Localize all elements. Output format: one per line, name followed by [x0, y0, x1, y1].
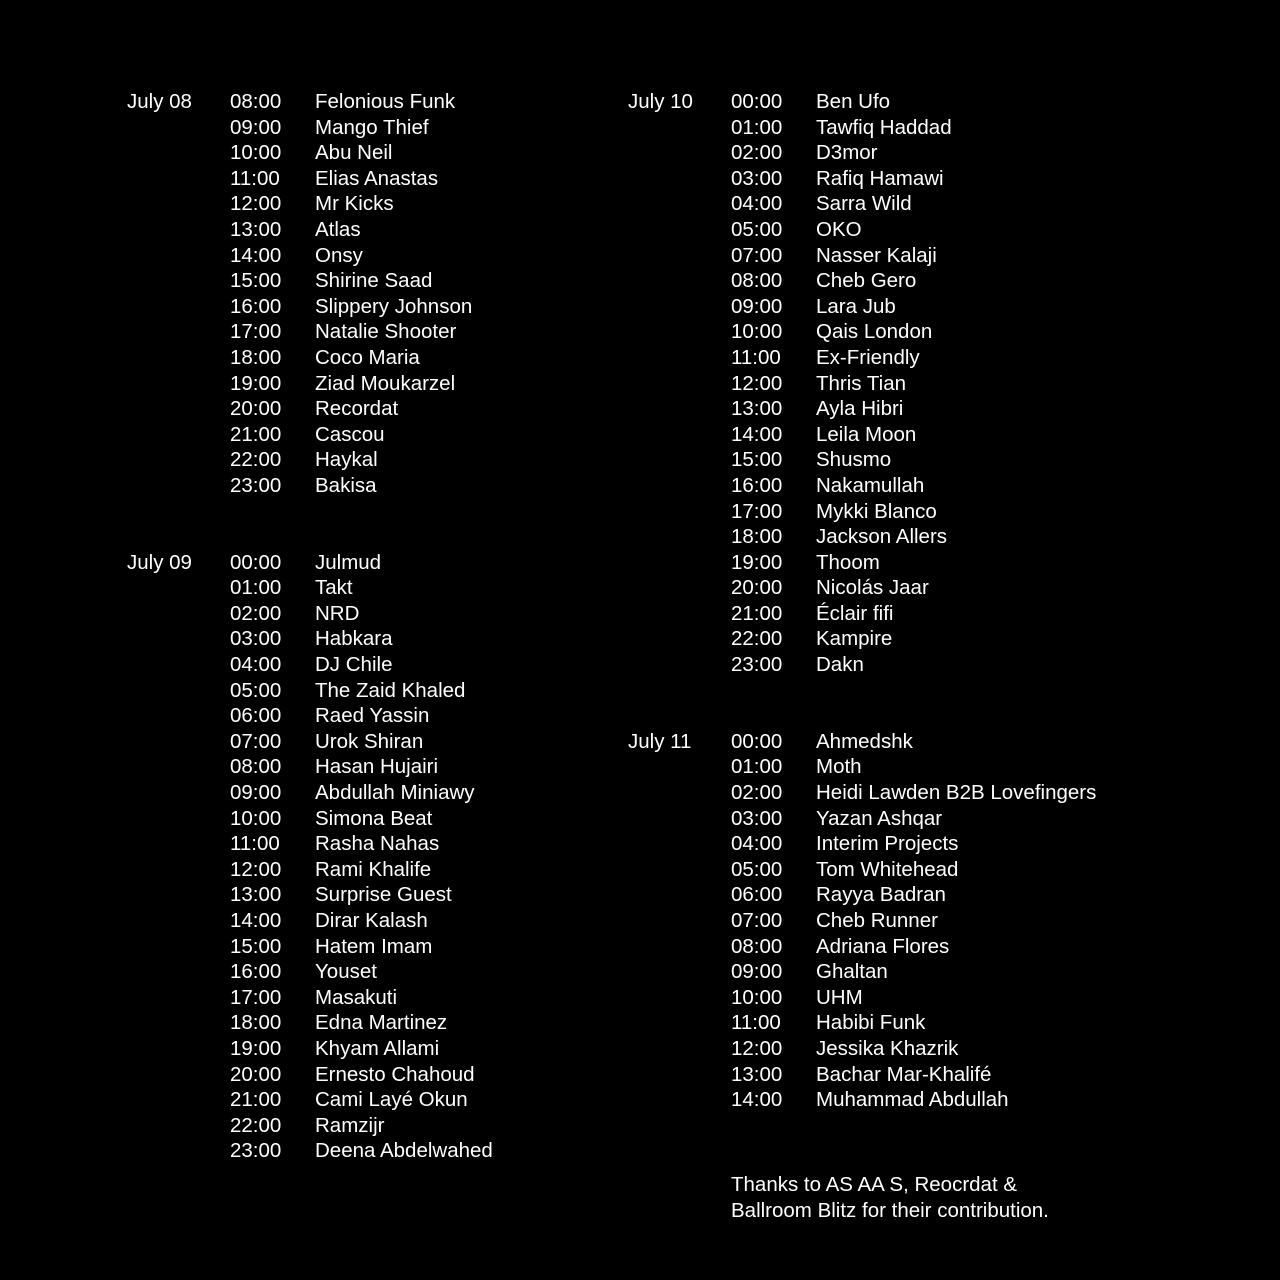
slot-time: 22:00 [230, 1113, 282, 1137]
slot-artist: Youset [315, 960, 377, 984]
slot-time: 17:00 [731, 499, 783, 523]
slot-artist: Leila Moon [816, 422, 917, 446]
schedule-row [230, 806, 493, 832]
slot-time: 05:00 [731, 857, 783, 881]
slot-artist: Atlas [315, 217, 361, 241]
slot-time: 10:00 [731, 320, 783, 344]
schedule-row [230, 857, 493, 883]
slot-time: 11:00 [731, 1011, 781, 1035]
slot-time: 14:00 [230, 243, 282, 267]
schedule-row [230, 729, 493, 755]
slot-artist: DJ Chile [315, 653, 393, 677]
schedule-row [731, 499, 1096, 525]
schedule-row [230, 140, 493, 166]
slot-artist: Shusmo [816, 448, 892, 472]
schedule-row [230, 626, 493, 652]
schedule-row [731, 166, 1096, 192]
slot-artist: Mango Thief [315, 115, 429, 139]
schedule-row [731, 908, 1096, 934]
slot-time: 05:00 [230, 678, 282, 702]
slot-time: 04:00 [731, 192, 783, 216]
schedule-row [230, 191, 493, 217]
slot-time: 09:00 [731, 294, 783, 318]
schedule-row [731, 1062, 1096, 1088]
slot-time: 09:00 [230, 781, 282, 805]
schedule-row [230, 959, 493, 985]
slot-artist: Muhammad Abdullah [816, 1088, 1009, 1112]
slot-time: 21:00 [731, 601, 783, 625]
slot-time: 18:00 [230, 1011, 282, 1035]
schedule-row [230, 882, 493, 908]
schedule-row [731, 115, 1096, 141]
schedule-row [230, 319, 493, 345]
slot-artist: Edna Martinez [315, 1011, 448, 1035]
slot-time: 14:00 [731, 1088, 783, 1112]
slot-artist: Adriana Flores [816, 934, 950, 958]
slot-time: 13:00 [731, 397, 783, 421]
slot-artist: Ahmedshk [816, 729, 913, 753]
slot-artist: Surprise Guest [315, 883, 452, 907]
schedule-row [731, 524, 1096, 550]
slot-time: 13:00 [230, 883, 282, 907]
schedule-row [230, 550, 493, 576]
slot-time: 17:00 [230, 985, 282, 1009]
slot-time: 17:00 [230, 320, 282, 344]
slot-artist: D3mor [816, 141, 878, 165]
slot-artist: Natalie Shooter [315, 320, 457, 344]
schedule-row [731, 268, 1096, 294]
schedule-row [731, 985, 1096, 1011]
slot-artist: Hasan Hujairi [315, 755, 439, 779]
slot-time: 20:00 [230, 1062, 282, 1086]
slot-time: 14:00 [230, 909, 282, 932]
slot-time: 18:00 [731, 525, 783, 549]
thanks-line: Ballroom Blitz for their contribution. [731, 1198, 1049, 1222]
schedule-row [230, 1113, 493, 1139]
slot-time: 22:00 [230, 448, 282, 472]
slot-time: 10:00 [230, 806, 282, 830]
schedule-row [731, 729, 1096, 755]
slot-artist: Dirar Kalash [315, 909, 428, 932]
slot-artist: Mykki Blanco [816, 499, 937, 523]
schedule-row [731, 550, 1096, 576]
schedule-row [230, 652, 493, 678]
slot-time: 21:00 [230, 422, 282, 446]
slot-time: 06:00 [731, 883, 783, 907]
slot-artist: Slippery Johnson [315, 294, 473, 318]
thanks-note [731, 1172, 1049, 1223]
slot-time: 03:00 [731, 166, 783, 190]
schedule-row [230, 831, 493, 857]
schedule-row [230, 422, 493, 448]
slot-artist: Takt [315, 576, 353, 600]
slot-time: 01:00 [230, 576, 282, 600]
slot-time: 08:00 [230, 90, 282, 113]
slot-artist: Masakuti [315, 985, 398, 1009]
slot-time: 08:00 [731, 269, 783, 293]
schedule-row [731, 345, 1096, 371]
slot-time: 22:00 [731, 627, 783, 651]
slot-time: 05:00 [731, 217, 783, 241]
slot-artist: Ramzijr [315, 1113, 385, 1137]
slot-time: 00:00 [731, 729, 783, 753]
slot-artist: Julmud [315, 550, 382, 574]
slot-time: 13:00 [230, 217, 282, 241]
slot-artist: Moth [816, 755, 862, 779]
slot-artist: Bachar Mar-Khalifé [816, 1062, 992, 1086]
slot-artist: Rami Khalife [315, 857, 432, 881]
schedule-row [731, 396, 1096, 422]
slot-artist: Thoom [816, 550, 880, 574]
slot-time: 09:00 [731, 960, 783, 984]
slot-time: 00:00 [731, 90, 783, 113]
schedule-row [230, 703, 493, 729]
slot-time: 23:00 [731, 653, 783, 677]
schedule-row [731, 294, 1096, 320]
schedule-row [731, 422, 1096, 448]
slot-time: 07:00 [731, 243, 783, 267]
slot-list [230, 550, 493, 1164]
schedule-row [731, 601, 1096, 627]
slot-artist: Jackson Allers [816, 525, 948, 549]
schedule-row [731, 754, 1096, 780]
slot-time: 10:00 [230, 141, 282, 165]
schedule-row [731, 371, 1096, 397]
slot-artist: Ernesto Chahoud [315, 1062, 475, 1086]
schedule-row [731, 1036, 1096, 1062]
slot-artist: Bakisa [315, 473, 377, 497]
schedule-row [230, 89, 493, 115]
slot-artist: Raed Yassin [315, 704, 430, 728]
slot-time: 00:00 [230, 550, 282, 574]
slot-artist: Abu Neil [315, 141, 393, 165]
schedule-row [230, 217, 493, 243]
slot-artist: Haykal [315, 448, 378, 472]
slot-artist: Hatem Imam [315, 934, 433, 958]
slot-artist: Habkara [315, 627, 393, 651]
slot-artist: Ziad Moukarzel [315, 371, 456, 395]
day-block [628, 729, 1096, 1113]
schedule-row [230, 268, 493, 294]
day-block [127, 89, 493, 499]
slot-time: 18:00 [230, 345, 282, 369]
schedule-row [230, 985, 493, 1011]
slot-artist: Habibi Funk [816, 1011, 926, 1035]
slot-artist: Heidi Lawden B2B Lovefingers [816, 781, 1097, 805]
slot-time: 07:00 [731, 909, 783, 932]
schedule-row [731, 626, 1096, 652]
slot-artist: Kampire [816, 627, 893, 651]
slot-list [731, 729, 1096, 1113]
slot-time: 23:00 [230, 1139, 282, 1163]
slot-artist: Cami Layé Okun [315, 1088, 468, 1112]
thanks-line: Thanks to AS AA S, Reocrdat & [731, 1173, 1018, 1196]
slot-time: 07:00 [230, 729, 282, 753]
slot-time: 12:00 [230, 857, 282, 881]
schedule-row [731, 89, 1096, 115]
schedule-row [230, 243, 493, 269]
slot-artist: Nicolás Jaar [816, 576, 929, 600]
slot-artist: Mr Kicks [315, 192, 394, 216]
slot-artist: Ghaltan [816, 960, 888, 984]
slot-artist: Dakn [816, 653, 864, 677]
day-label: July 10 [628, 90, 693, 113]
slot-time: 20:00 [230, 397, 282, 421]
slot-artist: Cascou [315, 422, 385, 446]
slot-time: 04:00 [731, 832, 783, 856]
slot-time: 13:00 [731, 1062, 783, 1086]
slot-time: 03:00 [731, 806, 783, 830]
schedule-row [731, 934, 1096, 960]
slot-artist: Nakamullah [816, 473, 925, 497]
slot-artist: The Zaid Khaled [315, 678, 466, 702]
slot-artist: Yazan Ashqar [816, 806, 943, 830]
schedule-row [731, 473, 1096, 499]
slot-artist: Cheb Runner [816, 909, 938, 932]
slot-artist: Interim Projects [816, 832, 959, 856]
slot-artist: Rayya Badran [816, 883, 946, 907]
slot-list [230, 89, 493, 499]
day-label: July 08 [127, 90, 192, 113]
slot-time: 01:00 [731, 115, 783, 139]
schedule-row [230, 1062, 493, 1088]
slot-artist: Coco Maria [315, 345, 420, 369]
day-label: July 09 [127, 550, 192, 574]
slot-time: 09:00 [230, 115, 282, 139]
schedule-row [230, 575, 493, 601]
schedule-row [230, 1087, 493, 1113]
schedule-row [731, 191, 1096, 217]
slot-artist: Urok Shiran [315, 729, 424, 753]
slot-time: 04:00 [230, 653, 282, 677]
slot-artist: Felonious Funk [315, 90, 456, 113]
slot-time: 11:00 [731, 345, 781, 369]
slot-time: 01:00 [731, 755, 783, 779]
slot-time: 16:00 [230, 960, 282, 984]
slot-artist: Cheb Gero [816, 269, 917, 293]
slot-artist: UHM [816, 985, 863, 1009]
schedule-row [731, 652, 1096, 678]
schedule-row [731, 831, 1096, 857]
slot-artist: Simona Beat [315, 806, 433, 830]
schedule-row [230, 678, 493, 704]
schedule-row [230, 345, 493, 371]
slot-time: 16:00 [731, 473, 783, 497]
slot-time: 20:00 [731, 576, 783, 600]
schedule-row [230, 601, 493, 627]
slot-time: 15:00 [731, 448, 783, 472]
schedule-row [731, 1087, 1096, 1113]
slot-artist: Onsy [315, 243, 363, 267]
slot-time: 19:00 [731, 550, 783, 574]
slot-artist: Thris Tian [816, 371, 906, 395]
slot-artist: Jessika Khazrik [816, 1036, 959, 1060]
schedule-row [230, 447, 493, 473]
slot-artist: Nasser Kalaji [816, 243, 937, 267]
slot-artist: Rasha Nahas [315, 832, 440, 856]
slot-time: 02:00 [230, 601, 282, 625]
schedule-row [731, 1010, 1096, 1036]
slot-time: 19:00 [230, 1036, 282, 1060]
slot-time: 02:00 [731, 141, 783, 165]
slot-time: 12:00 [230, 192, 282, 216]
slot-list [731, 89, 1096, 678]
schedule-row [230, 1138, 493, 1164]
schedule-row [230, 1036, 493, 1062]
slot-time: 12:00 [731, 371, 783, 395]
slot-artist: Éclair fifi [816, 601, 894, 625]
slot-time: 11:00 [230, 832, 280, 856]
schedule-row [731, 243, 1096, 269]
slot-artist: Tawfiq Haddad [816, 115, 952, 139]
slot-artist: Ex-Friendly [816, 345, 920, 369]
slot-artist: Ayla Hibri [816, 397, 904, 421]
slot-time: 23:00 [230, 473, 282, 497]
slot-artist: Elias Anastas [315, 166, 439, 190]
schedule-row [731, 217, 1096, 243]
slot-time: 16:00 [230, 294, 282, 318]
slot-time: 06:00 [230, 704, 282, 728]
slot-time: 02:00 [731, 781, 783, 805]
day-block [127, 550, 493, 1164]
slot-artist: OKO [816, 217, 862, 241]
schedule-row [731, 319, 1096, 345]
slot-artist: Qais London [816, 320, 933, 344]
schedule-row [230, 473, 493, 499]
schedule-row [731, 447, 1096, 473]
slot-time: 14:00 [731, 422, 783, 446]
slot-time: 10:00 [731, 985, 783, 1009]
slot-artist: NRD [315, 601, 360, 625]
slot-artist: Sarra Wild [816, 192, 912, 216]
slot-time: 08:00 [731, 934, 783, 958]
schedule-row [230, 166, 493, 192]
schedule-row [230, 1010, 493, 1036]
schedule-row [230, 115, 493, 141]
day-block [628, 89, 1096, 678]
slot-time: 19:00 [230, 371, 282, 395]
schedule-row [230, 396, 493, 422]
schedule-row [230, 908, 493, 934]
schedule-column-left [127, 89, 493, 1164]
slot-time: 15:00 [230, 934, 282, 958]
slot-time: 12:00 [731, 1036, 783, 1060]
slot-artist: Rafiq Hamawi [816, 166, 944, 190]
slot-time: 11:00 [230, 166, 280, 190]
schedule-row [230, 294, 493, 320]
schedule-row [731, 806, 1096, 832]
schedule-row [230, 371, 493, 397]
schedule-row [731, 959, 1096, 985]
slot-time: 08:00 [230, 755, 282, 779]
slot-time: 21:00 [230, 1088, 282, 1112]
schedule-row [731, 575, 1096, 601]
schedule-row [731, 780, 1096, 806]
schedule-row [230, 754, 493, 780]
day-label: July 11 [628, 729, 692, 753]
slot-artist: Khyam Allami [315, 1036, 440, 1060]
slot-artist: Recordat [315, 397, 399, 421]
slot-artist: Deena Abdelwahed [315, 1139, 493, 1163]
schedule-column-right [628, 89, 1096, 1113]
slot-artist: Tom Whitehead [816, 857, 959, 881]
schedule-row [731, 140, 1096, 166]
schedule-row [731, 857, 1096, 883]
slot-artist: Ben Ufo [816, 90, 891, 113]
slot-artist: Lara Jub [816, 294, 896, 318]
slot-time: 03:00 [230, 627, 282, 651]
schedule-row [230, 934, 493, 960]
schedule-row [731, 882, 1096, 908]
slot-artist: Abdullah Miniawy [315, 781, 475, 805]
schedule-row [230, 780, 493, 806]
slot-time: 15:00 [230, 269, 282, 293]
slot-artist: Shirine Saad [315, 269, 433, 293]
